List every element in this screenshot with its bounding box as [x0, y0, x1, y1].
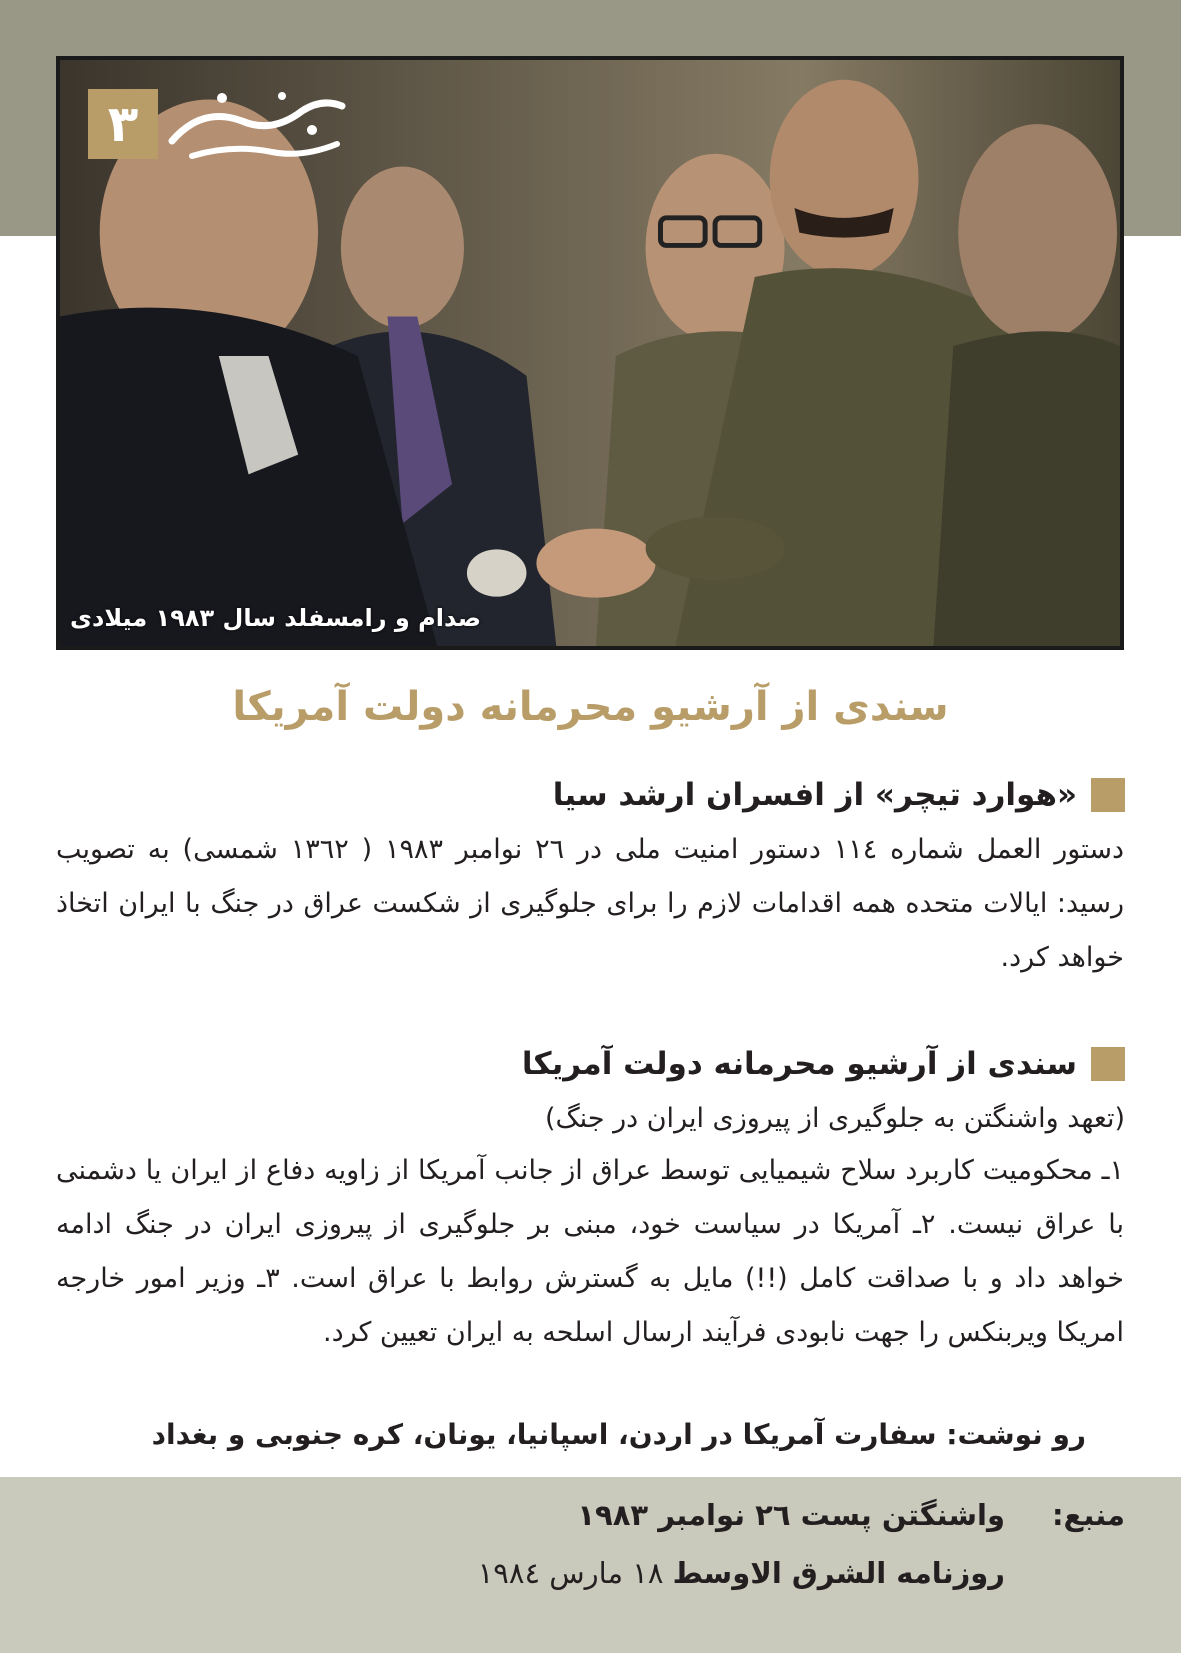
source-line-2-date: ۱۸ مارس ۱۹۸٤ [477, 1556, 664, 1590]
section1-heading-text: «هوارد تیچر» از افسران ارشد سیا [552, 777, 1077, 813]
bullet-square-icon [1091, 1047, 1125, 1081]
source-line-1: واشنگتن پست ۲٦ نوامبر ۱۹۸۳ [577, 1498, 1005, 1532]
section1-heading [55, 772, 1125, 818]
brand-logo [162, 86, 352, 166]
issue-number-badge: ۳ [88, 89, 158, 159]
photo-caption: صدام و رامسفلد سال ۱۹۸۳ میلادی [70, 604, 482, 632]
source-label: منبع: [1051, 1498, 1125, 1532]
main-title: سندی از آرشیو محرمانه دولت آمریکا [232, 684, 949, 730]
section2-heading [55, 1041, 1125, 1087]
bullet-square-icon [1091, 778, 1125, 812]
cc-note: رو نوشت: سفارت آمریکا در اردن، اسپانیا، یونان، کره جنوبی و بغداد [151, 1418, 1086, 1451]
section2-heading-text: سندی از آرشیو محرمانه دولت آمریکا [521, 1046, 1077, 1082]
source-line-2-name: روزنامه الشرق الاوسط [672, 1556, 1005, 1590]
section2-body: ۱ـ محکومیت کاربرد سلاح شیمیایی توسط عراق از جانب آمریکا از زاویه دفاع از ایران یا دشمنی با عراق نیست. ۲ـ آمریکا در سیاست خود، مبنی بر جلوگیری از پیروزی ایران در جنگ ادامه خواهد داد و با صداقت کامل (!!) مایل به گسترش روابط با عراق است. ۳ـ وزیر امور خارجه امریکا ویربنکس را جهت نابودی فرآیند ارسال اسلحه به ایران تعیین کرد. [56, 1155, 1124, 1348]
section2-subtitle: (تعهد واشنگتن به جلوگیری از پیروزی ایران در جنگ) [544, 1103, 1125, 1134]
source-line-2 [478, 1556, 1005, 1590]
section1-body: دستور العمل شماره ۱۱٤ دستور امنیت ملی در ۲٦ نوامبر ۱۹۸۳ ( ۱۳٦۲ شمسی) به تصویب رسید: ایالات متحده همه اقدامات لازم را برای جلوگیری از شکست عراق در جنگ با ایران اتخاذ خواهد کرد. [56, 834, 1125, 973]
